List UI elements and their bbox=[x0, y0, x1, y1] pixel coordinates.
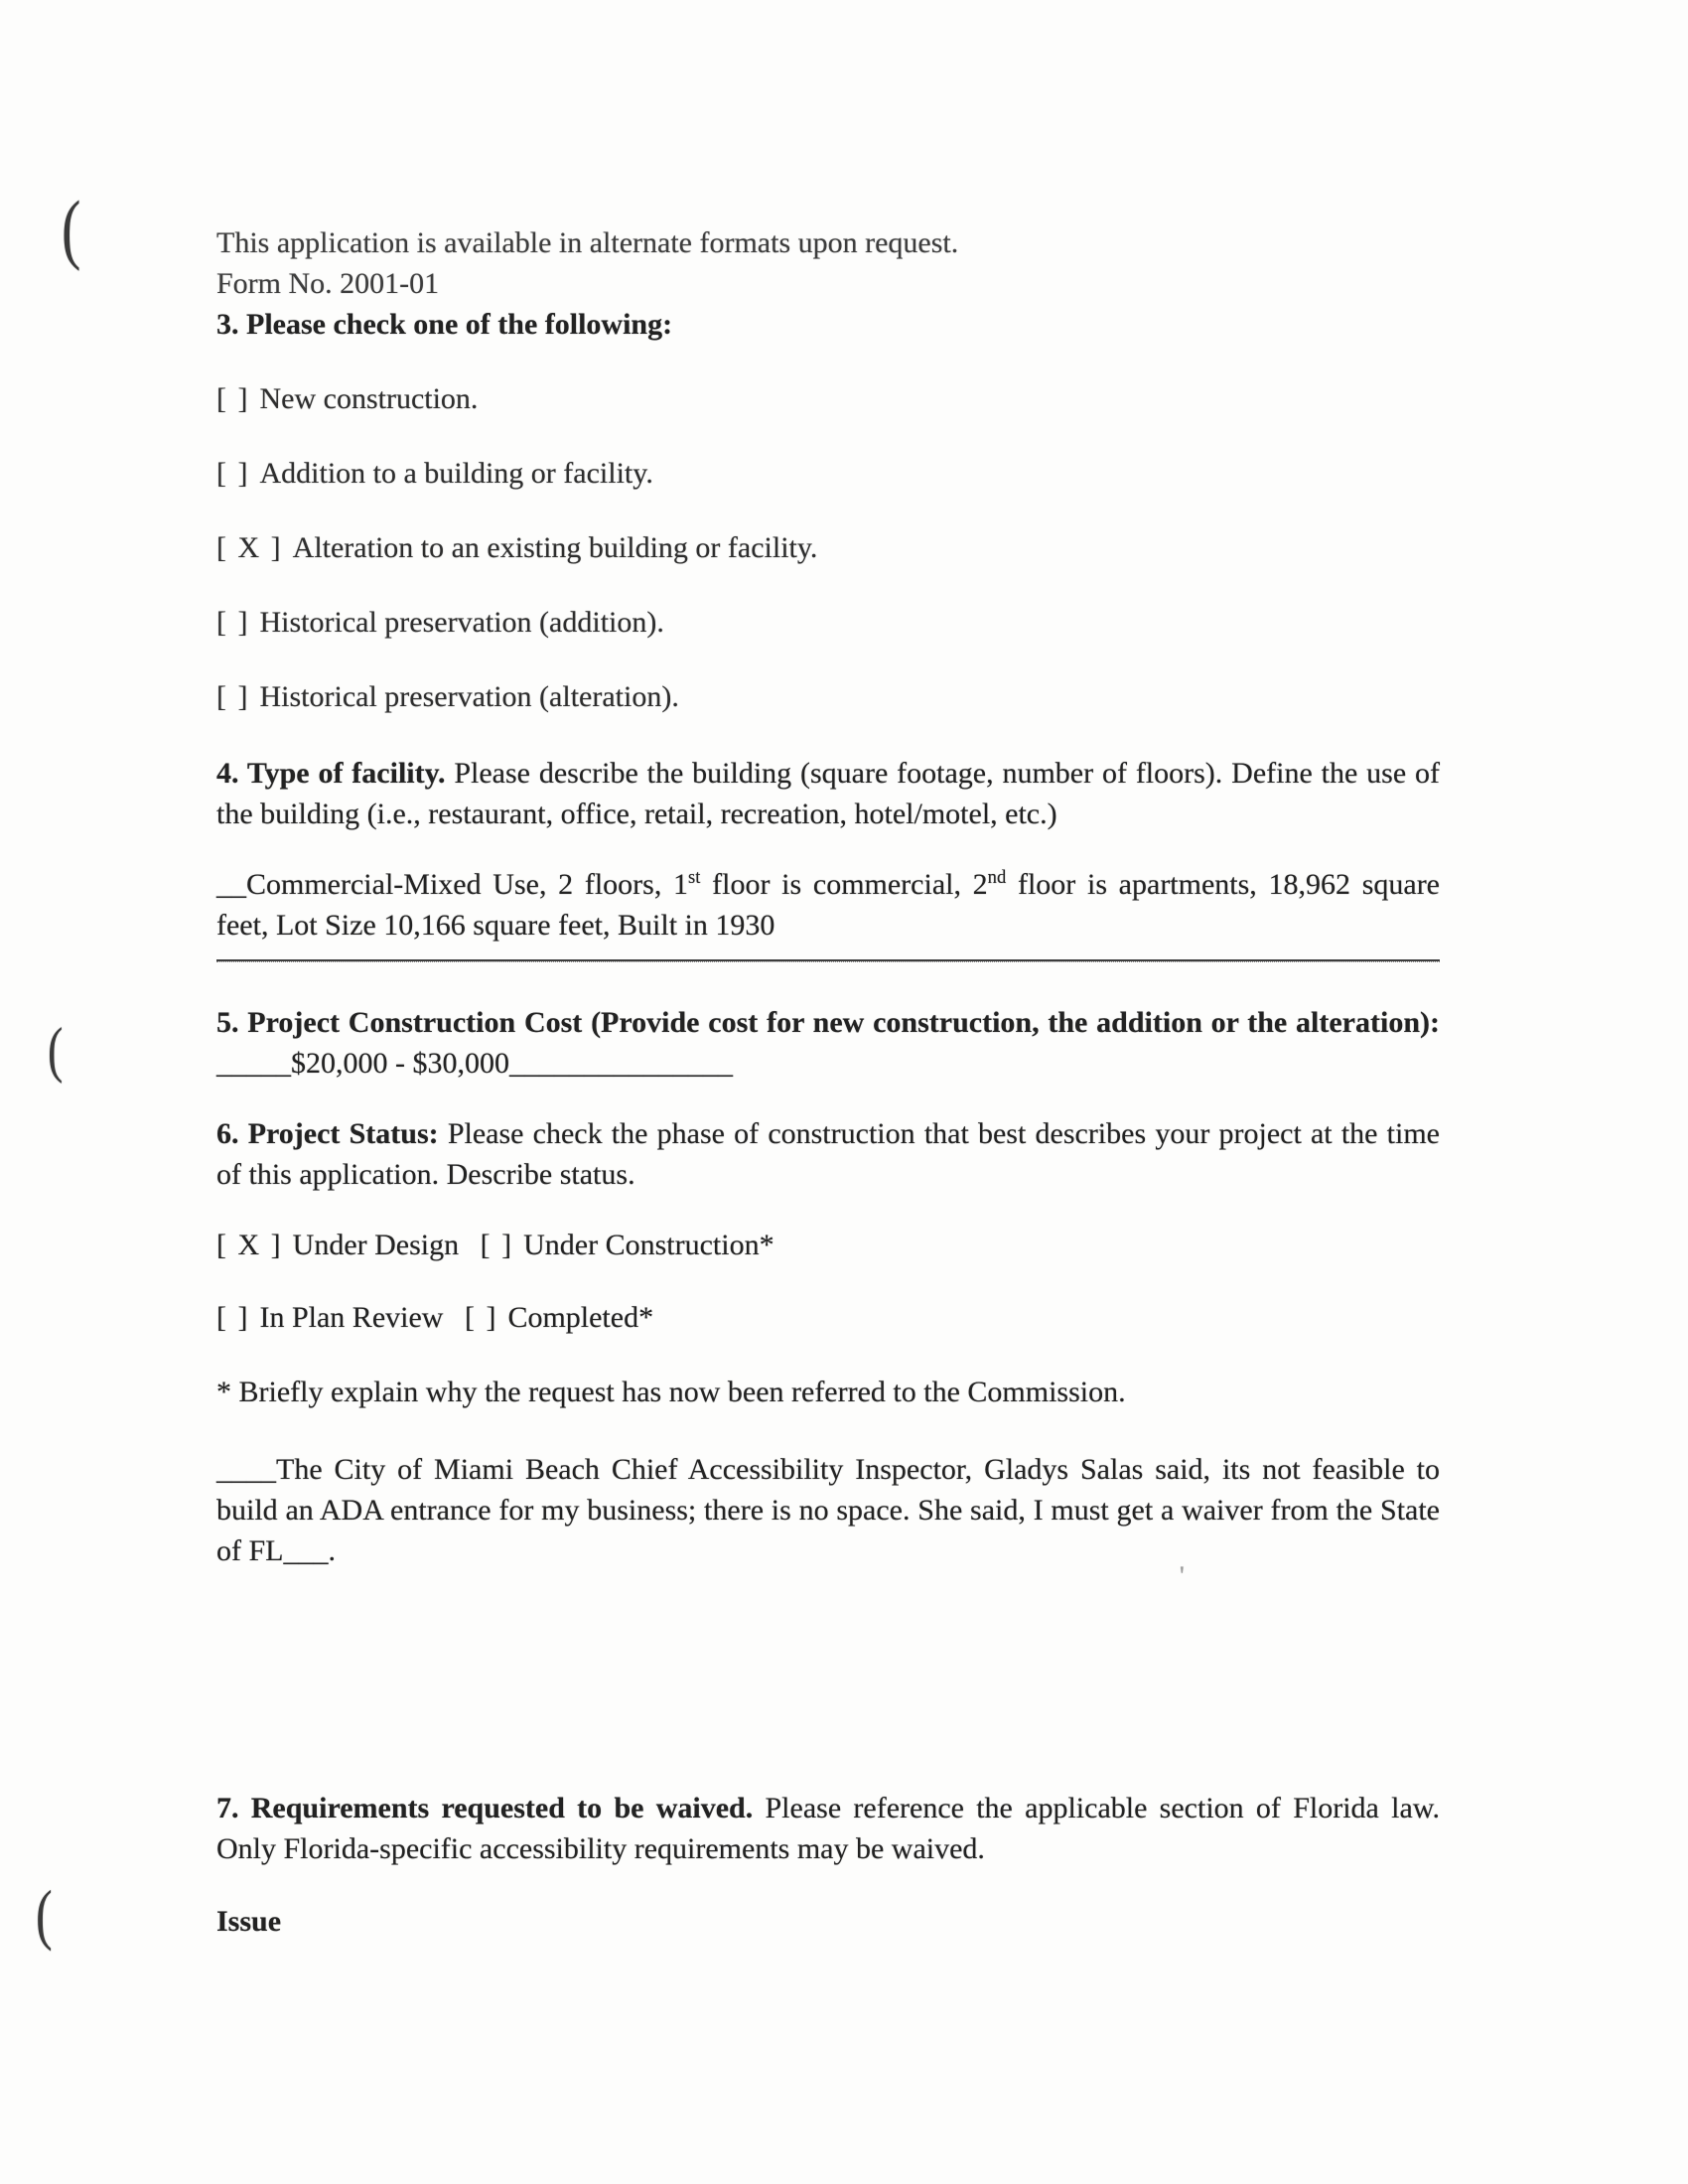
section4-title bbox=[216, 753, 1440, 834]
checkbox-marker: [ ] bbox=[216, 680, 250, 713]
checkbox-option-alteration bbox=[216, 527, 1440, 568]
checkbox-label: In Plan Review bbox=[259, 1301, 444, 1334]
checkbox-marker: [ ] bbox=[216, 457, 250, 490]
checkbox-marker: [ ] bbox=[216, 1301, 250, 1334]
ordinal-superscript: st bbox=[688, 867, 701, 888]
checkbox-marker: [ ] bbox=[216, 382, 250, 415]
referral-footnote: * Briefly explain why the request has now been referred to the Commission. bbox=[216, 1376, 1126, 1408]
checkbox-marker: [ ] bbox=[464, 1301, 498, 1334]
cost-value: _____$20,000 - $30,000_______________ bbox=[216, 1047, 733, 1080]
section6-instructions: Please check the phase of construction that best describes your project at the time of this application. Describe status. bbox=[216, 1117, 1440, 1191]
section7-instructions: Please reference the applicable section of Florida law. Only Florida-specific accessibility requirements may be waived. bbox=[216, 1792, 1440, 1865]
divider-line bbox=[216, 959, 1440, 962]
section3-title: 3. Please check one of the following: bbox=[216, 308, 673, 341]
checkbox-option-under-construction bbox=[481, 1229, 774, 1261]
checkbox-marker-checked: [ X ] bbox=[216, 1229, 283, 1261]
scan-artifact: ( bbox=[62, 184, 81, 272]
status-checkbox-row-1 bbox=[216, 1225, 1440, 1265]
form-content bbox=[216, 222, 1440, 1942]
ordinal-superscript: nd bbox=[987, 867, 1007, 888]
checkbox-option-under-design bbox=[216, 1229, 459, 1261]
form-number: Form No. 2001-01 bbox=[216, 267, 440, 300]
checkbox-option-new-construction bbox=[216, 378, 1440, 419]
alternate-format-note: This application is available in alternate formats upon request. bbox=[216, 226, 959, 259]
answer-text: floor is apartments, 18,962 square feet, Lot Size 10,166 square feet, Built in 1930 bbox=[216, 868, 1440, 942]
section5-heading: 5. Project Construction Cost (Provide cost for new construction, the addition or the alteration): bbox=[216, 1006, 1440, 1039]
section7-requirements-waived bbox=[216, 1788, 1440, 1869]
scan-artifact: ( bbox=[48, 1015, 64, 1084]
section7-heading: 7. Requirements requested to be waived. bbox=[216, 1792, 754, 1824]
status-checkbox-row-2 bbox=[216, 1297, 1440, 1338]
facility-description-answer bbox=[216, 864, 1440, 946]
checkbox-marker: [ ] bbox=[216, 606, 250, 639]
referral-explanation-answer: ____The City of Miami Beach Chief Accessibility Inspector, Gladys Salas said, its not feasible to build an ADA entrance for my business; there is no space. She said, I must get a waiver from the State of FL___. bbox=[216, 1453, 1440, 1567]
checkbox-label: Completed* bbox=[507, 1301, 654, 1334]
checkbox-label: Addition to a building or facility. bbox=[259, 457, 653, 490]
section6-project-status bbox=[216, 1113, 1440, 1195]
checkbox-label: New construction. bbox=[259, 382, 479, 415]
scan-artifact: ' bbox=[1180, 1561, 1185, 1590]
checkbox-marker: [ ] bbox=[480, 1229, 514, 1261]
checkbox-option-addition bbox=[216, 453, 1440, 494]
checkbox-label: Under Construction* bbox=[523, 1229, 774, 1261]
checkbox-marker-checked: [ X ] bbox=[216, 531, 283, 564]
checkbox-option-historical-addition bbox=[216, 602, 1440, 643]
checkbox-option-completed bbox=[465, 1301, 653, 1334]
section4-heading: 4. Type of facility. bbox=[216, 757, 446, 790]
checkbox-option-historical-alteration bbox=[216, 676, 1440, 717]
section6-heading: 6. Project Status: bbox=[216, 1117, 439, 1150]
section5-construction-cost bbox=[216, 1002, 1440, 1084]
checkbox-label: Under Design bbox=[292, 1229, 460, 1261]
answer-text: floor is commercial, 2 bbox=[700, 868, 988, 901]
checkbox-option-in-plan-review bbox=[216, 1301, 443, 1334]
scan-artifact: ( bbox=[36, 1876, 53, 1952]
checkbox-label: Historical preservation (addition). bbox=[259, 606, 664, 639]
checkbox-label: Historical preservation (alteration). bbox=[259, 680, 679, 713]
checkbox-label: Alteration to an existing building or facility. bbox=[292, 531, 818, 564]
issue-label: Issue bbox=[216, 1905, 282, 1938]
section4-instructions: Please describe the building (square footage, number of floors). Define the use of the building (i.e., restaurant, office, retail, recreation, hotel/motel, etc.) bbox=[216, 757, 1440, 830]
answer-text: __Commercial-Mixed Use, 2 floors, 1 bbox=[216, 868, 689, 901]
